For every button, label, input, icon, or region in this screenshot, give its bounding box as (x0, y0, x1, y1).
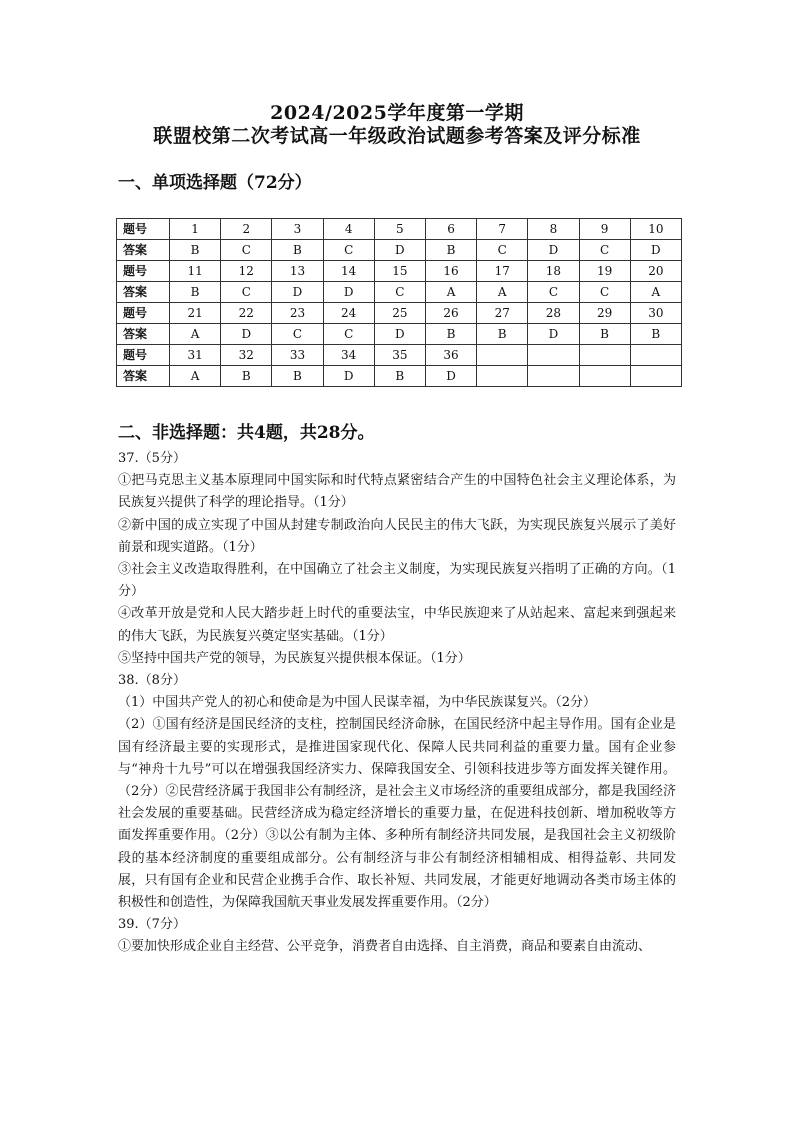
document-title-line2: 联盟校第二次考试高一年级政治试题参考答案及评分标准 (153, 125, 641, 147)
table-cell: D (323, 366, 374, 387)
table-cell: A (170, 324, 221, 345)
table-cell (528, 366, 579, 387)
table-cell: 33 (272, 345, 323, 366)
table-cell (477, 366, 528, 387)
answer-paragraph: （2）①国有经济是国民经济的支柱，控制国民经济命脉，在国民经济中起主导作用。国有企业是国有经济最主要的实现形式，是推进国家现代化、保障人民共同利益的重要力量。国有企业参与“神舟十九号”可以在增强我国经济实力、保障我国安全、引领科技进步等方面发挥关键作用。（2分）②民营经济属于我国非公有制经济，是社会主义市场经济的重要组成部分，都是我国经济社会发展的重要基础。民营经济成为稳定经济增长的重要力量，在促进科技创新、增加税收等方面发挥重要作用。（2分）③以公有制为主体、多种所有制经济共同发展，是我国社会主义初级阶段的基本经济制度的重要组成部分。公有制经济与非公有制经济相辅相成、相得益彰、共同发展，只有国有企业和民营企业携手合作、取长补短、共同发展，才能更好地调动各类市场主体的积极性和创造性，为保障我国航天事业发展发挥重要作用。（2分） (118, 717, 676, 911)
table-cell: 3 (272, 219, 323, 240)
table-cell: C (221, 282, 272, 303)
table-cell: 31 (170, 345, 221, 366)
table-cell: 21 (170, 303, 221, 324)
answer-paragraph: 39.（7分） (118, 917, 186, 933)
answer-paragraph: ②新中国的成立实现了中国从封建专制政治向人民民主的伟大飞跃，为实现民族复兴展示了美好前景和现实道路。（1分） (118, 517, 676, 555)
table-cell: C (477, 240, 528, 261)
table-cell: B (425, 240, 476, 261)
row-label: 答案 (117, 324, 170, 345)
table-cell: A (170, 366, 221, 387)
table-cell: A (425, 282, 476, 303)
table-cell: 34 (323, 345, 374, 366)
table-cell: 28 (528, 303, 579, 324)
table-cell: C (272, 324, 323, 345)
table-cell: B (170, 240, 221, 261)
table-cell: 15 (374, 261, 425, 282)
table-cell: 7 (477, 219, 528, 240)
table-cell: 25 (374, 303, 425, 324)
table-cell: B (272, 366, 323, 387)
table-cell: D (272, 282, 323, 303)
table-cell (630, 345, 681, 366)
table-cell: D (323, 282, 374, 303)
row-label: 题号 (117, 303, 170, 324)
answer-body (118, 448, 676, 959)
answer-table (116, 218, 682, 387)
table-row (117, 324, 682, 345)
table-cell: 29 (579, 303, 630, 324)
table-cell: D (630, 240, 681, 261)
table-cell: B (221, 366, 272, 387)
answer-paragraph: ④改革开放是党和人民大踏步赶上时代的重要法宝，中华民族迎来了从站起来、富起来到强起来的伟大飞跃，为民族复兴奠定坚实基础。（1分） (118, 606, 676, 644)
table-cell: 35 (374, 345, 425, 366)
table-cell: C (221, 240, 272, 261)
table-cell: 2 (221, 219, 272, 240)
table-cell: A (477, 282, 528, 303)
table-cell: 26 (425, 303, 476, 324)
table-cell: 30 (630, 303, 681, 324)
table-cell: D (528, 240, 579, 261)
table-cell: 27 (477, 303, 528, 324)
table-cell (528, 345, 579, 366)
section1-heading: 一、单项选择题（72分） (118, 173, 312, 193)
row-label: 答案 (117, 366, 170, 387)
row-label: 题号 (117, 219, 170, 240)
table-cell: 32 (221, 345, 272, 366)
table-cell: 19 (579, 261, 630, 282)
table-cell: B (579, 324, 630, 345)
table-cell: 23 (272, 303, 323, 324)
table-cell: 4 (323, 219, 374, 240)
table-cell: 12 (221, 261, 272, 282)
table-cell: 24 (323, 303, 374, 324)
table-cell: 1 (170, 219, 221, 240)
table-cell: 36 (425, 345, 476, 366)
table-cell: D (374, 240, 425, 261)
table-cell: 8 (528, 219, 579, 240)
table-cell: B (425, 324, 476, 345)
answer-paragraph: ①要加快形成企业自主经营、公平竞争，消费者自由选择、自主消费，商品和要素自由流动、 (118, 939, 652, 955)
table-cell: 6 (425, 219, 476, 240)
table-cell: 17 (477, 261, 528, 282)
table-row (117, 366, 682, 387)
table-cell: 5 (374, 219, 425, 240)
table-row (117, 219, 682, 240)
table-cell: 10 (630, 219, 681, 240)
answer-paragraph: （1）中国共产党人的初心和使命是为中国人民谋幸福，为中华民族谋复兴。（2分） (118, 695, 597, 711)
table-cell: B (272, 240, 323, 261)
table-row (117, 345, 682, 366)
table-cell: B (477, 324, 528, 345)
answer-paragraph: ⑤坚持中国共产党的领导，为民族复兴提供根本保证。（1分） (118, 650, 471, 666)
document-title-line1: 2024/2025学年度第一学期 (270, 102, 524, 124)
table-cell: 14 (323, 261, 374, 282)
table-cell: B (374, 366, 425, 387)
row-label: 题号 (117, 261, 170, 282)
answer-paragraph: ③社会主义改造取得胜利，在中国确立了社会主义制度，为实现民族复兴指明了正确的方向。（1分） (118, 562, 676, 600)
answer-paragraph: 37.（5分） (118, 451, 186, 466)
table-cell: 9 (579, 219, 630, 240)
table-cell: A (630, 282, 681, 303)
section2-heading: 二、非选择题：共4题，共28分。 (118, 423, 375, 443)
table-cell: C (374, 282, 425, 303)
table-row (117, 261, 682, 282)
table-cell (630, 366, 681, 387)
table-cell: 20 (630, 261, 681, 282)
table-cell: C (323, 324, 374, 345)
table-cell: D (528, 324, 579, 345)
table-cell: B (170, 282, 221, 303)
table-cell: 22 (221, 303, 272, 324)
row-label: 答案 (117, 240, 170, 261)
row-label: 题号 (117, 345, 170, 366)
table-cell: 13 (272, 261, 323, 282)
table-cell: 18 (528, 261, 579, 282)
table-cell: D (425, 366, 476, 387)
table-cell: C (323, 240, 374, 261)
table-cell: C (579, 282, 630, 303)
table-cell (477, 345, 528, 366)
table-cell: B (630, 324, 681, 345)
table-row (117, 240, 682, 261)
table-cell: D (221, 324, 272, 345)
table-cell: 16 (425, 261, 476, 282)
row-label: 答案 (117, 282, 170, 303)
table-row (117, 282, 682, 303)
table-cell (579, 345, 630, 366)
answer-paragraph: ①把马克思主义基本原理同中国实际和时代特点紧密结合产生的中国特色社会主义理论体系，为民族复兴提供了科学的理论指导。（1分） (118, 473, 676, 511)
table-row (117, 303, 682, 324)
table-cell: C (579, 240, 630, 261)
table-cell: C (528, 282, 579, 303)
table-cell (579, 366, 630, 387)
table-cell: 11 (170, 261, 221, 282)
table-cell: D (374, 324, 425, 345)
answer-paragraph: 38.（8分） (118, 673, 186, 689)
